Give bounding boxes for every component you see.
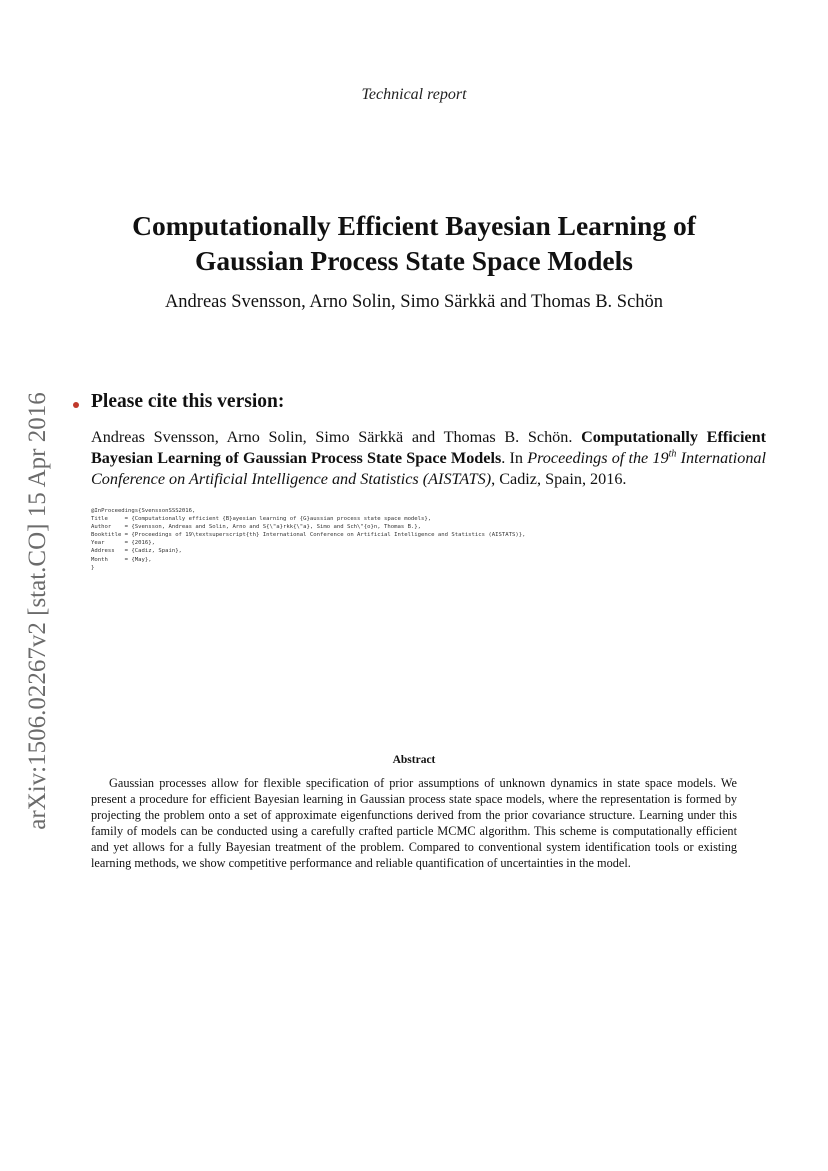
citation-location-year: , Cadiz, Spain, 2016. bbox=[491, 470, 627, 488]
paper-authors: Andreas Svensson, Arno Solin, Simo Särkkä and Thomas B. Schön bbox=[164, 292, 664, 312]
citation-venue-post: International Conference on Artificial Intelligence and Statistics (AISTATS) bbox=[91, 449, 767, 488]
citation-text bbox=[91, 427, 766, 490]
cite-heading-text: Please cite this version: bbox=[91, 391, 285, 412]
abstract-body: Gaussian processes allow for flexible specification of prior assumptions of unknown dynamics in state space models. We present a procedure for efficient Bayesian learning in Gaussian process state space models, where the representation is formed by projecting the problem onto a set of approximate eigenfunctions derived from the prior covariance structure. Learning under this family of models can be conducted using a carefully crafted particle MCMC algorithm. This scheme is computationally efficient and yet allows for a fully Bayesian treatment of the problem. Compared to conventional system identification tools or existing learning methods, we show competitive performance and reliable quantification of uncertainties in the model. bbox=[91, 776, 737, 870]
citation-venue-pre: Proceedings of the 19 bbox=[527, 449, 669, 467]
paper-title bbox=[60, 208, 768, 278]
report-type-header: Technical report bbox=[361, 86, 467, 103]
paper-title-line-2: Gaussian Process State Space Models bbox=[195, 245, 633, 276]
citation-in: . In bbox=[501, 449, 528, 467]
paper-title-line-1: Computationally Efficient Bayesian Learning of bbox=[132, 210, 696, 241]
bibtex-line: Title = {Computationally efficient {B}ayesian learning of {G}aussian process state space models}, bbox=[91, 516, 432, 523]
bibtex-line: Month = {May}, bbox=[91, 556, 152, 563]
bibtex-line: @InProceedings{SvenssonSSS2016, bbox=[91, 508, 196, 514]
cite-section-heading bbox=[73, 391, 284, 413]
citation-venue-sup: th bbox=[668, 448, 677, 460]
bibtex-line: Year = {2016}, bbox=[91, 540, 155, 547]
bibtex-line: Address = {Cadiz, Spain}, bbox=[91, 548, 182, 555]
citation-authors: Andreas Svensson, Arno Solin, Simo Särkkä and Thomas B. Schön. bbox=[91, 428, 573, 446]
bibtex-line: Booktitle = {Proceedings of 19\textsuperscript{th} International Conference on Artificial Intelligence and Statistics (AISTATS)}, bbox=[91, 532, 526, 539]
citation-title: Computationally Efficient Bayesian Learning of Gaussian Process State Space Models bbox=[91, 428, 767, 467]
arxiv-identifier-stamp: arXiv:1506.02267v2 [stat.CO] 15 Apr 2016 bbox=[24, 392, 51, 830]
bibtex-entry bbox=[91, 507, 771, 572]
bibtex-line: Author = {Svensson, Andreas and Solin, Arno and S{\"a}rkk{\"a}, Simo and Sch\"{o}n, Thomas B.}, bbox=[91, 524, 422, 531]
bullet-icon bbox=[73, 402, 79, 408]
bibtex-line: } bbox=[91, 564, 95, 571]
abstract-heading: Abstract bbox=[392, 754, 436, 766]
